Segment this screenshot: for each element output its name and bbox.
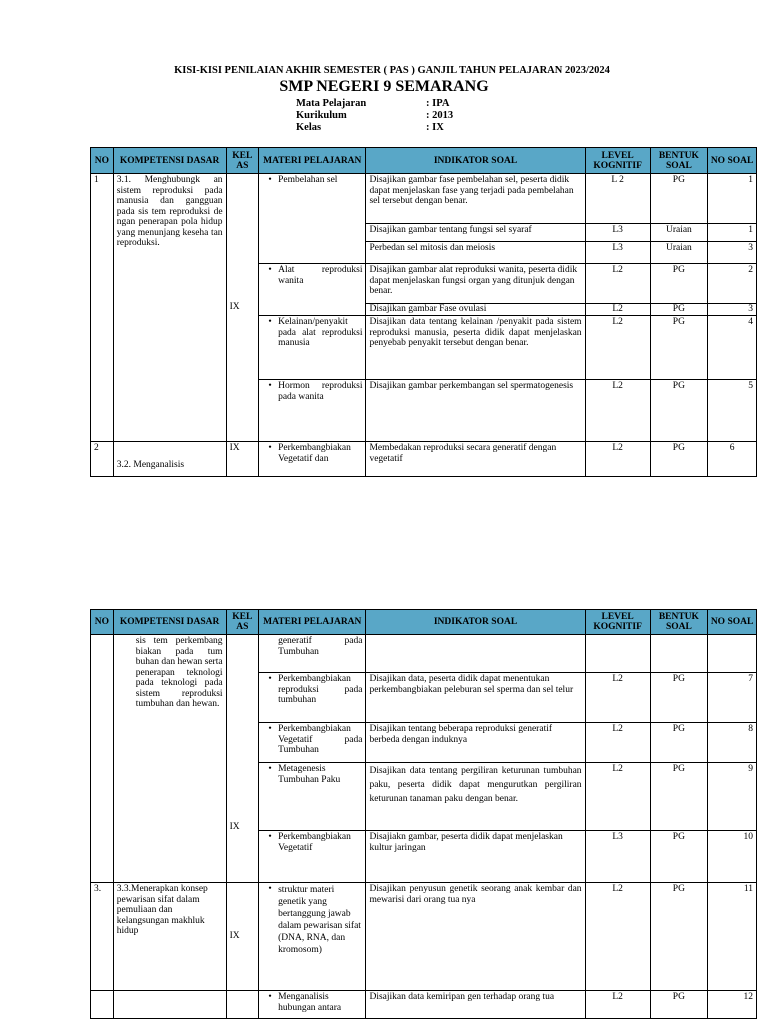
header-no-soal: NO SOAL [708,610,757,635]
cell-materi: • Metagenesis Tumbuhan Paku [259,763,366,831]
header-level: LEVEL KOGNITIF [585,148,650,174]
cell-bentuk: PG [650,763,707,831]
document-header [0,64,768,96]
cell-bentuk: PG [650,264,707,304]
cell-bentuk: Uraian [650,242,707,264]
cell-kelas: IX [226,174,259,442]
cell-kelas [226,991,259,1019]
cell-level: L2 [585,264,650,304]
document-meta [296,98,453,134]
cell-level: L2 [585,763,650,831]
bullet-icon: • [268,992,272,1002]
meta-value: : IPA [426,98,450,109]
cell-indikator: Disajikan gambar Fase ovulasi [366,304,585,316]
cell-indikator: Disajikan tentang beberapa reproduksi generatif berbeda dengan induknya [366,723,585,763]
bullet-icon: • [268,317,272,327]
table-row [91,174,757,224]
cell-indikator: Disajikan data tentang pergiliran keturunan tumbuhan paku, peserta didik dapat mengurutkan pergiliran keturunan tanaman paku dengan benar. [366,763,585,831]
cell-no: 1 [91,174,114,442]
meta-label: Kelas [296,122,322,133]
cell-materi: • struktur materi genetik yang bertanggung jawab dalam pewarisan sifat (DNA, RNA, dan kromosom) [259,883,366,991]
cell-materi: • Kelainan/penyakit pada alat reproduksi manusia [259,316,366,380]
cell-no-soal: 7 [708,673,757,723]
header-bentuk: BENTUK SOAL [650,148,707,174]
cell-bentuk [650,635,707,673]
meta-row-kurikulum [296,110,453,122]
cell-materi: • Menganalisis hubungan antara [259,991,366,1019]
header-kelas: KEL AS [226,610,259,635]
header-bentuk: BENTUK SOAL [650,610,707,635]
cell-level: L2 [585,673,650,723]
cell-no-soal: 11 [708,883,757,991]
cell-no-soal: 10 [708,831,757,883]
cell-kompetensi-dasar: 3.2. Menganalisis [113,442,226,477]
cell-no-soal: 3 [708,242,757,264]
cell-no-soal: 12 [708,991,757,1019]
cell-indikator: Membedakan reproduksi secara generatif dengan vegetatif [366,442,585,477]
meta-label: Mata Pelajaran [296,98,367,109]
cell-level: L2 [585,380,650,442]
cell-no [91,635,114,883]
bullet-icon: • [268,832,272,842]
cell-materi: • Pembelahan sel [259,174,366,264]
kisi-table-1 [90,147,757,477]
cell-indikator: Disajikan data tentang kelainan /penyakit pada sistem reproduksi manusia, peserta didik dapat menjelaskan penyebab penyakit tersebut dengan benar. [366,316,585,380]
cell-indikator: Disajikan data, peserta didik dapat menentukan perkembangbiakan peleburan sel sperma dan sel telur [366,673,585,723]
cell-indikator: Disajikan gambar perkembangan sel spermatogenesis [366,380,585,442]
header-kompetensi-dasar: KOMPETENSI DASAR [113,148,226,174]
cell-indikator: Disajikan gambar tentang fungsi sel syaraf [366,224,585,242]
cell-kompetensi-dasar [113,991,226,1019]
cell-no-soal: 5 [708,380,757,442]
cell-materi: • Hormon reproduksi pada wanita [259,380,366,442]
cell-level: L3 [585,224,650,242]
cell-indikator: Disajiakn gambar, peserta didik dapat menjelaskan kultur jaringan [366,831,585,883]
meta-value: : 2013 [426,110,454,121]
cell-indikator: Disajikan gambar alat reproduksi wanita, peserta didik dapat menjelaskan fungsi organ yang ditunjuk dengan benar. [366,264,585,304]
cell-kelas: IX [226,442,259,477]
bullet-icon: • [268,724,272,734]
cell-bentuk: PG [650,723,707,763]
cell-level [585,635,650,673]
cell-level: L3 [585,831,650,883]
cell-indikator [366,635,585,673]
table-row [91,635,757,673]
cell-bentuk: PG [650,673,707,723]
cell-no-soal: 4 [708,316,757,380]
cell-indikator: Perbedan sel mitosis dan meiosis [366,242,585,264]
header-no: NO [91,610,114,635]
cell-no-soal: 3 [708,304,757,316]
cell-level: L2 [585,316,650,380]
bullet-icon: • [268,175,272,185]
cell-materi: • Perkembangbiakan Vegetatif dan [259,442,366,477]
cell-bentuk: PG [650,380,707,442]
header-indikator: INDIKATOR SOAL [366,148,585,174]
header-level: LEVEL KOGNITIF [585,610,650,635]
cell-bentuk: Uraian [650,224,707,242]
cell-kompetensi-dasar: sis tem perkembang biakan pada tum buhan dan hewan serta penerapan teknologi pada teknologi pada sistem reproduksi tumbuhan dan hewan. [113,635,226,883]
bullet-icon: • [268,265,272,275]
cell-level: L2 [585,883,650,991]
header-indikator: INDIKATOR SOAL [366,610,585,635]
cell-materi: generatif pada Tumbuhan [259,635,366,673]
school-name: SMP NEGERI 9 SEMARANG [279,78,489,95]
kisi-table-2 [90,609,757,1019]
cell-bentuk: PG [650,831,707,883]
cell-indikator: Disajikan data kemiripan gen terhadap orang tua [366,991,585,1019]
cell-no-soal: 6 [708,442,757,477]
cell-no: 2 [91,442,114,477]
document-title: KISI-KISI PENILAIAN AKHIR SEMESTER ( PAS ) GANJIL TAHUN PELAJARAN 2023/2024 [174,65,610,76]
meta-value: : IX [426,122,444,133]
header-no: NO [91,148,114,174]
cell-kompetensi-dasar: 3.3.Menerapkan konsep pewarisan sifat dalam pemuliaan dan kelangsungan makhluk hidup [113,883,226,991]
header-no-soal: NO SOAL [708,148,757,174]
meta-row-mapel [296,98,453,110]
cell-no-soal: 2 [708,264,757,304]
cell-bentuk: PG [650,316,707,380]
table-row [91,442,757,477]
bullet-icon: • [268,884,272,894]
cell-level: L2 [585,723,650,763]
cell-level: L2 [585,442,650,477]
header-materi: MATERI PELAJARAN [259,148,366,174]
cell-materi: • Alat reproduksi wanita [259,264,366,316]
cell-no-soal [708,635,757,673]
meta-label: Kurikulum [296,110,347,121]
bullet-icon: • [268,443,272,453]
cell-indikator: Disajikan penyusun genetik seorang anak kembar dan mewarisi dari orang tua nya [366,883,585,991]
cell-level: L3 [585,242,650,264]
cell-bentuk: PG [650,442,707,477]
cell-no: 3. [91,883,114,991]
cell-no [91,991,114,1019]
table-header-row [91,610,757,635]
cell-bentuk: PG [650,991,707,1019]
bullet-icon: • [268,674,272,684]
cell-bentuk: PG [650,174,707,224]
cell-materi: • Perkembangbiakan Vegetatif [259,831,366,883]
header-kompetensi-dasar: KOMPETENSI DASAR [113,610,226,635]
table-row [91,991,757,1019]
cell-kelas: IX [226,883,259,991]
cell-kompetensi-dasar: 3.1. Menghubungk an sistem reproduksi pada manusia dan gangguan pada sis tem reproduksi de ngan penerapan pola hidup yang menunjang keseha tan reproduksi. [113,174,226,442]
bullet-icon: • [268,764,272,774]
cell-kelas: IX [226,635,259,883]
cell-level: L 2 [585,174,650,224]
table-header-row [91,148,757,174]
cell-bentuk: PG [650,883,707,991]
cell-no-soal: 9 [708,763,757,831]
cell-level: L2 [585,304,650,316]
cell-no-soal: 8 [708,723,757,763]
table-row [91,883,757,991]
cell-bentuk: PG [650,304,707,316]
header-materi: MATERI PELAJARAN [259,610,366,635]
bullet-icon: • [268,381,272,391]
cell-indikator: Disajikan gambar fase pembelahan sel, peserta didik dapat menjelaskan fase yang terjadi pada pembelahan sel tersebut dengan benar. [366,174,585,224]
cell-materi: • Perkembangbiakan reproduksi pada tumbuhan [259,673,366,723]
cell-no-soal: 1 [708,174,757,224]
cell-level: L2 [585,991,650,1019]
cell-no-soal: 1 [708,224,757,242]
meta-row-kelas [296,122,453,134]
header-kelas: KEL AS [226,148,259,174]
cell-materi: • Perkembangbiakan Vegetatif pada Tumbuhan [259,723,366,763]
